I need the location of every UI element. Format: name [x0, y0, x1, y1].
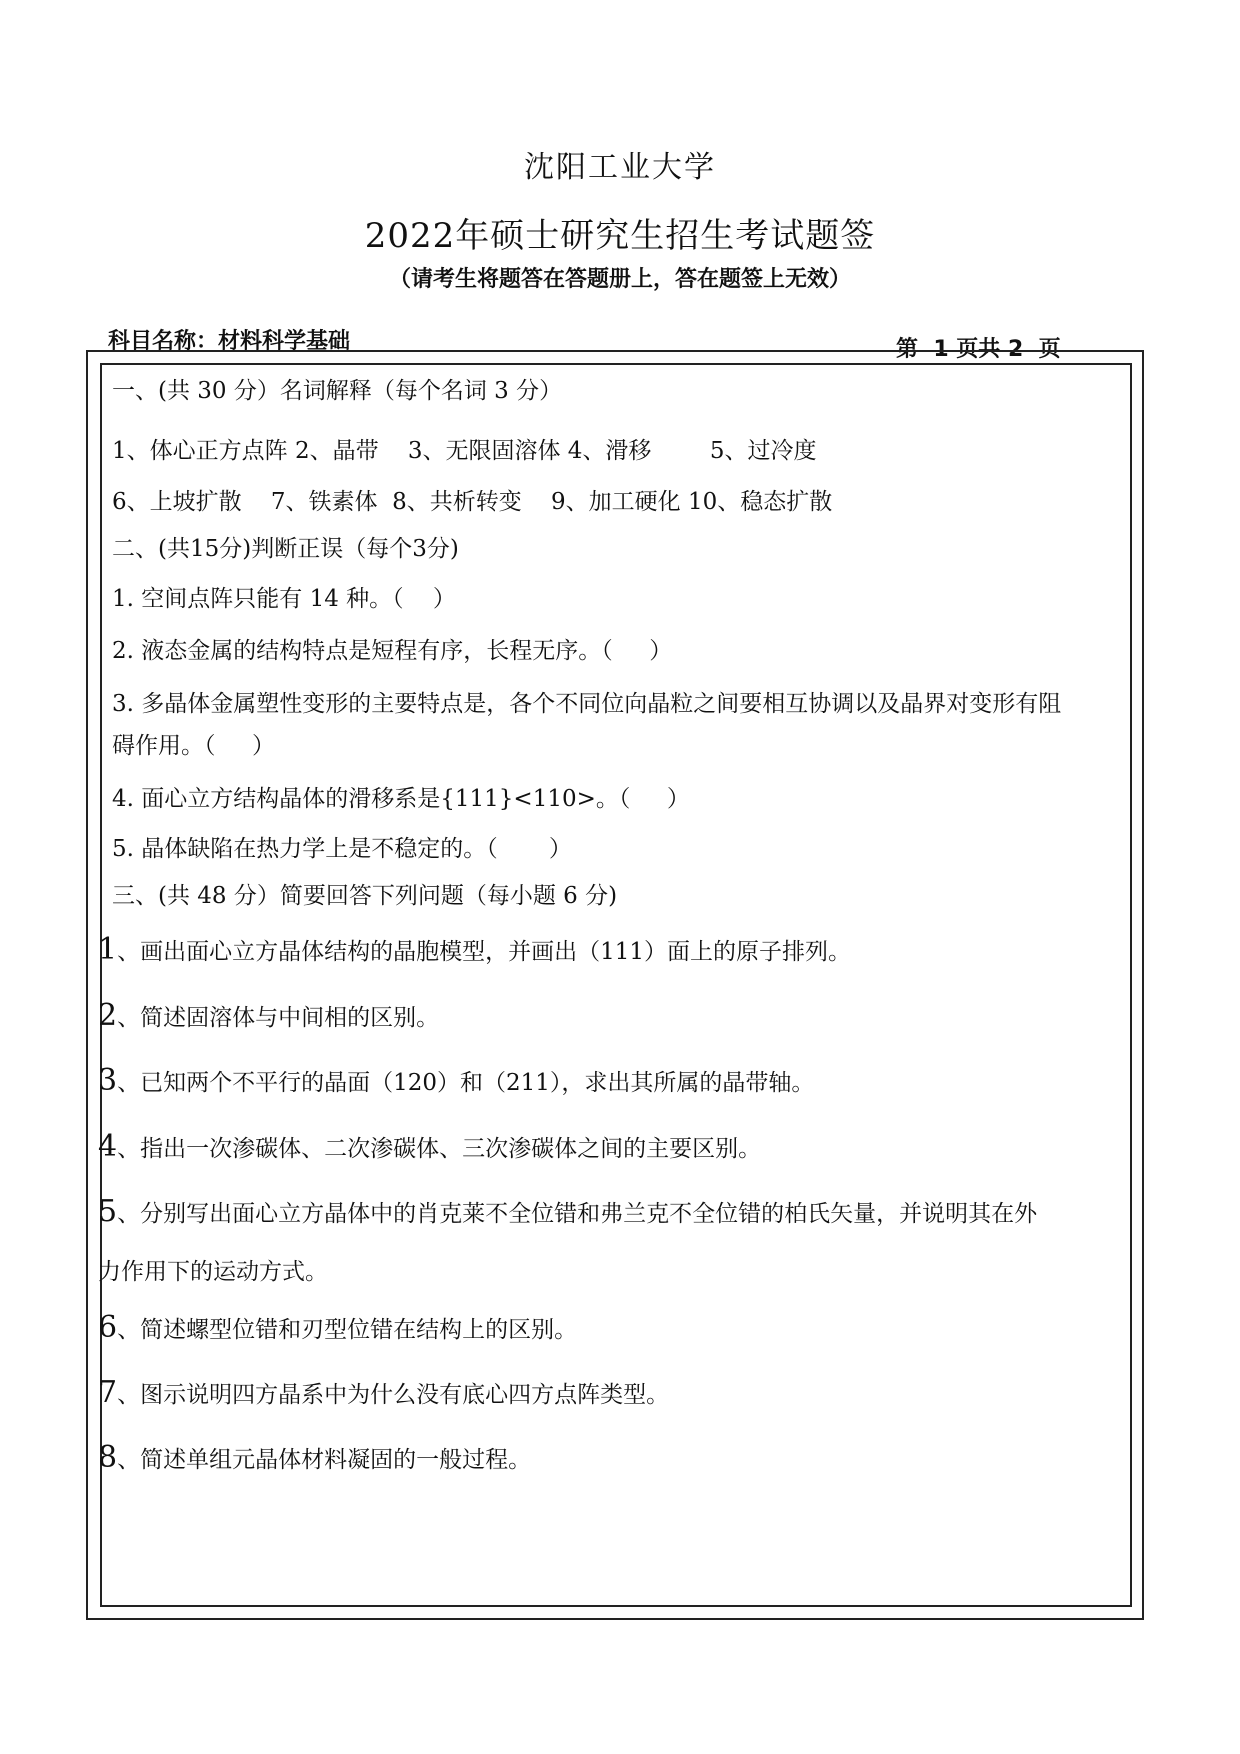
section1-terms-line1: 1、体心正方点阵 2、晶带 3、无限固溶体 4、滑移 5、过冷度	[112, 438, 817, 464]
section3-question-continued: 力作用下的运动方式。	[98, 1259, 328, 1285]
section3-question: 8、简述单组元晶体材料凝固的一般过程。	[98, 1440, 532, 1475]
section3-question: 5、分别写出面心立方晶体中的肖克莱不全位错和弗兰克不全位错的柏氏矢量，并说明其在外	[98, 1194, 1038, 1229]
section3-heading: 三、(共 48 分）简要回答下列问题（每小题 6 分)	[112, 883, 618, 909]
section1-terms-line2: 6、上坡扩散 7、铁素体 8、共析转变 9、加工硬化 10、稳态扩散	[112, 489, 833, 515]
section2-item: 5. 晶体缺陷在热力学上是不稳定的。（ ）	[112, 836, 572, 862]
section2-heading: 二、(共15分)判断正误（每个3分)	[112, 536, 459, 562]
section3-question: 1、画出面心立方晶体结构的晶胞模型，并画出（111）面上的原子排列。	[98, 932, 851, 967]
page-info: 第 1 页共 2 页	[896, 337, 1061, 362]
section3-question: 3、已知两个不平行的晶面（120）和（211），求出其所属的晶带轴。	[98, 1063, 815, 1098]
section2-item-continued: 碍作用。（ ）	[112, 733, 276, 759]
university-name: 沈阳工业大学	[524, 150, 716, 185]
section2-item: 2. 液态金属的结构特点是短程有序，长程无序。（ ）	[112, 638, 673, 664]
section3-question: 4、指出一次渗碳体、二次渗碳体、三次渗碳体之间的主要区别。	[98, 1129, 762, 1164]
section1-heading: 一、(共 30 分）名词解释（每个名词 3 分）	[112, 378, 563, 404]
subject-name: 科目名称：材料科学基础	[108, 329, 351, 354]
section2-item: 4. 面心立方结构晶体的滑移系是{111}<110>。（ ）	[112, 786, 690, 812]
section3-question: 7、图示说明四方晶系中为什么没有底心四方点阵类型。	[98, 1375, 670, 1410]
exam-note: （请考生将题答在答题册上，答在题签上无效）	[388, 267, 851, 292]
exam-title: 2022年硕士研究生招生考试题签	[364, 216, 876, 256]
section3-question: 2、简述固溶体与中间相的区别。	[98, 998, 440, 1033]
section2-item: 1. 空间点阵只能有 14 种。（ ）	[112, 586, 456, 612]
section2-item: 3. 多晶体金属塑性变形的主要特点是，各个不同位向晶粒之间要相互协调以及晶界对变形有阻	[112, 691, 1062, 717]
section3-question: 6、简述螺型位错和刃型位错在结构上的区别。	[98, 1310, 578, 1345]
